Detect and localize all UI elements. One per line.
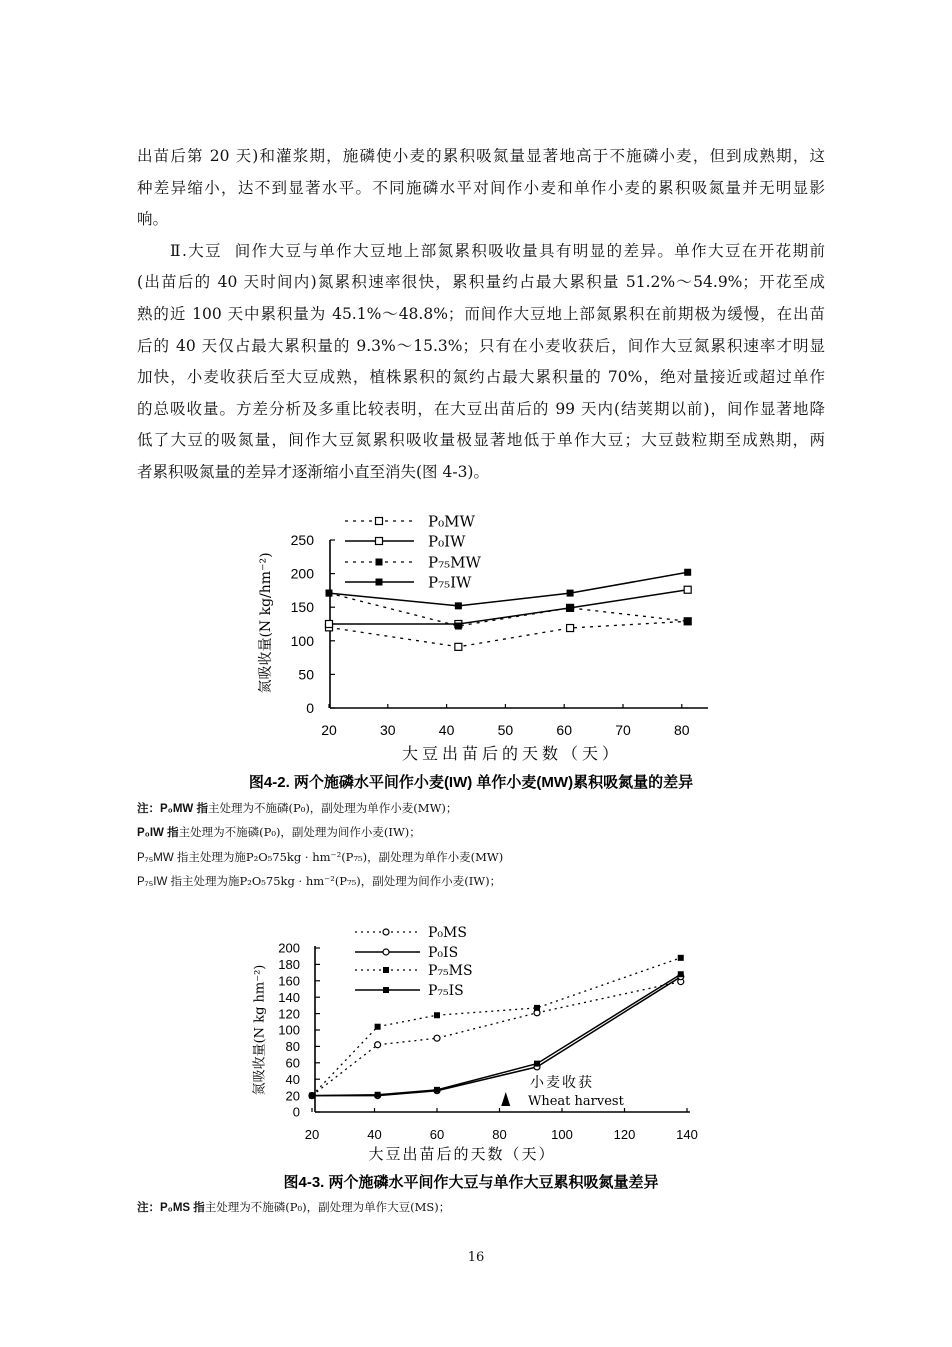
x-tick-label: 30 bbox=[380, 722, 396, 738]
y-tick-label: 100 bbox=[278, 1022, 300, 1038]
x-tick-label: 40 bbox=[438, 722, 455, 738]
x-tick-label: 80 bbox=[674, 722, 690, 738]
data-point-marker bbox=[383, 987, 389, 993]
y-tick-label: 40 bbox=[285, 1071, 300, 1087]
paragraph-line: 出苗后第 20 天)和灌浆期，施磷使小麦的累积吸氮量显著地高于不施磷小麦，但到成熟期，这 bbox=[137, 147, 825, 165]
note-lead: P₇₅IW 指 bbox=[137, 875, 183, 888]
legend-label: P₀MS bbox=[428, 925, 467, 942]
note-line bbox=[137, 1195, 857, 1219]
note-text: 主处理为不施磷(P₀)，副处理为单作大豆(MS)； bbox=[204, 1200, 451, 1214]
series-1 bbox=[309, 979, 684, 1099]
series-2 bbox=[309, 974, 684, 1099]
data-point-marker bbox=[455, 623, 462, 630]
legend-item bbox=[355, 963, 473, 979]
data-point-marker bbox=[309, 1093, 315, 1099]
figure-4-3-chart bbox=[0, 920, 952, 1172]
data-point-marker bbox=[684, 586, 691, 593]
data-point-marker bbox=[376, 559, 383, 566]
data-point-marker bbox=[376, 518, 383, 525]
x-tick-label: 60 bbox=[429, 1127, 445, 1142]
legend-label: P₇₅MS bbox=[428, 963, 473, 980]
legend-item bbox=[355, 925, 467, 941]
y-tick-label: 150 bbox=[290, 599, 314, 616]
data-point-marker bbox=[678, 955, 684, 961]
body-text bbox=[137, 141, 825, 489]
y-tick-label: 60 bbox=[285, 1055, 300, 1071]
y-tick-label: 250 bbox=[290, 532, 314, 549]
paragraph-line: (出苗后的 40 天时间内)氮累积速率很快，累积量约占最大累积量 51.2%～54.9%；开花至成 bbox=[137, 273, 825, 292]
data-point-marker bbox=[534, 1061, 540, 1067]
y-tick-label: 100 bbox=[290, 632, 314, 649]
data-point-marker bbox=[684, 569, 691, 576]
data-point-marker bbox=[376, 538, 383, 545]
legend-label: P₇₅IW bbox=[428, 573, 472, 592]
data-point-marker bbox=[567, 625, 574, 632]
data-point-marker bbox=[567, 590, 574, 597]
x-tick-label: 20 bbox=[304, 1127, 320, 1142]
annotation-label-zh: 小麦收获 bbox=[530, 1075, 594, 1091]
y-tick-label: 200 bbox=[290, 565, 314, 582]
x-tick-label: 40 bbox=[367, 1127, 382, 1142]
y-tick-label: 180 bbox=[278, 957, 300, 973]
legend-label: P₇₅IS bbox=[428, 983, 464, 1000]
note-text: 主处理为施P₂O₅75kg · hm⁻²(P₇₅)，副处理为间作小麦(IW)； bbox=[182, 873, 502, 888]
annotation-wheat-harvest bbox=[501, 1074, 624, 1109]
legend-item bbox=[345, 553, 481, 571]
paragraph-soybean bbox=[137, 236, 825, 489]
series-line bbox=[329, 621, 688, 647]
note-line bbox=[137, 869, 857, 893]
annotation-label-en: Wheat harvest bbox=[528, 1094, 624, 1109]
data-point-marker bbox=[375, 1024, 381, 1030]
legend-label: P₇₅MW bbox=[428, 553, 481, 572]
x-axis-title: 大豆出苗后的天数（天） bbox=[401, 744, 623, 763]
paragraph-line: 种差异缩小，达不到显著水平。不同施磷水平对间作小麦和单作小麦的累积吸氮量并无明显影 bbox=[137, 178, 825, 197]
data-point-marker bbox=[375, 1042, 381, 1048]
x-tick-label: 140 bbox=[676, 1127, 698, 1142]
paragraph-line: 低了大豆的吸氮量，间作大豆氮累积吸收量极显著地低于单作大豆；大豆鼓粒期至成熟期，两 bbox=[137, 431, 825, 450]
series-1 bbox=[326, 618, 692, 651]
x-tick-label: 60 bbox=[556, 722, 572, 738]
data-point-marker bbox=[375, 1092, 381, 1098]
series-2 bbox=[326, 586, 692, 627]
series-4 bbox=[326, 569, 692, 610]
data-point-marker bbox=[678, 971, 684, 977]
note-lead: 注：P₀MW 指 bbox=[137, 803, 208, 815]
data-point-marker bbox=[434, 1087, 440, 1093]
note-lead: P₀IW 指 bbox=[137, 827, 179, 840]
data-point-marker bbox=[383, 949, 389, 955]
paragraph-line: 加快，小麦收获后至大豆成熟，植株累积的氮约占最大累积量的 70%，绝对量接近或超过单作 bbox=[137, 368, 825, 387]
legend-label: P₀IS bbox=[428, 945, 459, 962]
paragraph-line: Ⅱ.大豆 间作大豆与单作大豆地上部氮累积吸收量具有明显的差异。单作大豆在开花期前 bbox=[170, 241, 825, 260]
x-tick-label: 100 bbox=[551, 1127, 573, 1142]
x-tick-label: 80 bbox=[492, 1127, 507, 1142]
series-line bbox=[312, 974, 681, 1095]
data-point-marker bbox=[455, 643, 462, 650]
paragraph-nitrogen-wheat bbox=[137, 141, 825, 236]
x-tick-label: 50 bbox=[497, 722, 514, 738]
data-point-marker bbox=[434, 1012, 440, 1018]
note-text: 主处理为施P₂O₅75kg · hm⁻²(P₇₅)，副处理为单作小麦(MW) bbox=[188, 849, 504, 864]
note-line bbox=[137, 820, 857, 844]
paragraph-line: 熟的近 100 天中累积量为 45.1%～48.8%；而间作大豆地上部氮累积在前期极为缓慢，在出苗 bbox=[137, 304, 825, 323]
legend-item bbox=[355, 945, 458, 961]
axes bbox=[278, 941, 698, 1142]
y-axis-title: 氮吸收量(N kg/hm⁻²) bbox=[258, 552, 274, 694]
y-tick-label: 160 bbox=[278, 973, 300, 989]
y-tick-label: 0 bbox=[306, 700, 314, 717]
note-text: 主处理为不施磷(P₀)，副处理为间作小麦(IW)； bbox=[178, 825, 421, 840]
figure-4-3-caption: 图4-3. 两个施磷水平间作大豆与单作大豆累积吸氮量差异 bbox=[283, 1174, 659, 1191]
series-line bbox=[312, 982, 681, 1096]
data-point-marker bbox=[376, 579, 383, 586]
axes bbox=[291, 532, 708, 738]
paragraph-line: 后的 40 天仅占最大累积量的 9.3%～15.3%；只有在小麦收获后，间作大豆氮累积速率才明显 bbox=[137, 336, 825, 355]
figure-4-3-notes bbox=[137, 1195, 857, 1219]
y-tick-label: 20 bbox=[285, 1088, 300, 1104]
page-number: 16 bbox=[467, 1250, 485, 1265]
data-point-marker bbox=[567, 604, 574, 611]
note-lead: P₇₅MW 指 bbox=[137, 851, 189, 864]
harvest-triangle-marker bbox=[501, 1092, 510, 1106]
legend-item bbox=[345, 512, 475, 530]
series-line bbox=[312, 977, 681, 1096]
paragraph-line: 的总吸收量。方差分析及多重比较表明，在大豆出苗后的 99 天内(结荚期以前)，间作显著地降 bbox=[137, 399, 825, 418]
legend bbox=[345, 512, 481, 591]
figure-4-2-caption: 图4-2. 两个施磷水平间作小麦(IW) 单作小麦(MW)累积吸氮量的差异 bbox=[248, 774, 694, 791]
y-tick-label: 140 bbox=[278, 989, 300, 1005]
data-point-marker bbox=[383, 967, 389, 973]
data-point-marker bbox=[455, 602, 462, 609]
series-line bbox=[329, 590, 688, 624]
legend bbox=[355, 925, 473, 999]
data-point-marker bbox=[383, 929, 389, 935]
y-axis-title: 氮吸收量(N kg hm⁻²) bbox=[252, 964, 268, 1096]
note-lead: 注：P₀MS 指 bbox=[137, 1202, 205, 1214]
x-tick-label: 70 bbox=[615, 722, 631, 738]
data-point-marker bbox=[684, 618, 691, 625]
figure-4-2-notes bbox=[137, 796, 857, 893]
data-point-marker bbox=[326, 590, 333, 597]
paragraph-line: 者累积吸氮量的差异才逐渐缩小直至消失(图 4-3)。 bbox=[137, 462, 489, 481]
y-tick-label: 50 bbox=[298, 666, 314, 683]
y-tick-label: 80 bbox=[285, 1039, 300, 1055]
figure-4-2-chart bbox=[0, 505, 952, 770]
series-line bbox=[329, 572, 688, 606]
note-line bbox=[137, 845, 857, 869]
y-tick-label: 120 bbox=[278, 1006, 300, 1022]
legend-item bbox=[345, 532, 466, 550]
legend-item bbox=[355, 983, 464, 999]
x-tick-label: 20 bbox=[321, 722, 337, 738]
note-line bbox=[137, 796, 857, 820]
x-tick-label: 120 bbox=[613, 1127, 636, 1142]
x-axis-title: 大豆出苗后的天数（天） bbox=[368, 1145, 556, 1163]
y-tick-label: 0 bbox=[292, 1104, 300, 1120]
paragraph-line: 响。 bbox=[137, 210, 169, 229]
data-point-marker bbox=[434, 1035, 440, 1041]
y-tick-label: 200 bbox=[278, 940, 300, 956]
data-point-marker bbox=[534, 1005, 540, 1011]
legend-item bbox=[345, 573, 472, 591]
data-point-marker bbox=[326, 621, 333, 628]
legend-label: P₀IW bbox=[428, 532, 466, 551]
legend-label: P₀MW bbox=[428, 512, 475, 531]
note-text: 主处理为不施磷(P₀)，副处理为单作小麦(MW)； bbox=[207, 801, 458, 815]
